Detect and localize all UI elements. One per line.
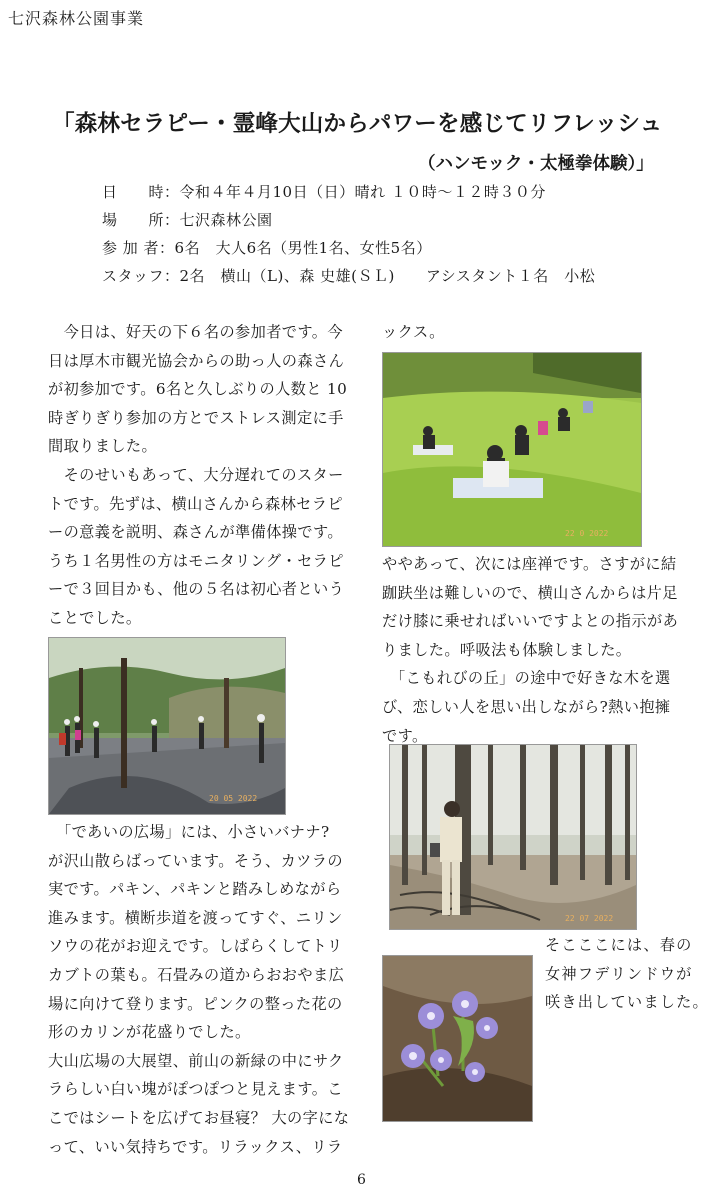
page-title: 「森林セラピー・霊峰大山からパワーを感じてリフレッシュ [52, 111, 663, 137]
photo-forest-tree-hug [389, 744, 637, 930]
meadow-image [383, 353, 641, 546]
text-line: 「こもれびの丘」の途中で好きな木を選 [382, 669, 671, 688]
photo-date-stamp: 20 05 2022 [209, 794, 258, 803]
text-line: です。 [382, 726, 428, 745]
text-line: りました。呼吸法も体験しました。 [382, 640, 632, 659]
text-line: 咲き出していました。 [545, 993, 709, 1012]
text-line: び、恋しい人を思い出しながら?熱い抱擁 [382, 697, 671, 716]
text-line: 形のカリンが花盛りでした。 [48, 1023, 251, 1042]
text-line: ことでした。 [48, 608, 142, 627]
text-line: カブトの葉も。石畳みの道からおおやま広 [48, 965, 345, 984]
text-line: 女神フデリンドウが [545, 964, 693, 983]
text-line: 「であいの広場」には、小さいバナナ? [48, 823, 330, 841]
paragraph-gentian [545, 931, 710, 1017]
text-line: 大山広場の大展望、前山の新緑の中にサク [48, 1051, 344, 1070]
photo-date-stamp: 22 0 2022 [565, 529, 609, 538]
text-line: ややあって、次には座禅です。さすがに結 [382, 555, 677, 573]
text-line: 時ぎりぎり参加の方とでストレス測定に手 [48, 408, 344, 427]
text-line: が初参加です。6名と久しぶりの人数と 10 [48, 380, 348, 399]
text-line: ラらしい白い塊がぽつぽつと見えます。こ [48, 1080, 343, 1099]
photo-meadow-meditation [382, 352, 642, 547]
text-line: トです。先ずは、横山さんから森林セラピ [48, 494, 343, 513]
text-line: うち１名男性の方はモニタリング・セラピ [48, 551, 344, 570]
paragraph-intro [48, 318, 358, 633]
text-line: って、いい気持ちです。リラックス、リラ [48, 1137, 343, 1156]
text-line: そのせいもあって、大分遅れてのスター [48, 465, 344, 484]
text-line: 実です。パキン、パキンと踏みしめながら [48, 880, 342, 899]
photo-date-stamp: 22 07 2022 [565, 914, 614, 923]
text-line: ソウの花がお迎えです。しばらくしてトリ [48, 937, 343, 956]
gentian-image [383, 956, 532, 1121]
page-subtitle: （ハンモック・太極拳体験）」 [418, 154, 654, 174]
text-line: 進みます。横断歩道を渡ってすぐ、ニリン [48, 908, 343, 927]
text-line: だけ膝に乗せればいいですよとの指示があ [382, 612, 679, 631]
info-participants: 参 加 者：6名 大人6名（男性1名、女性5名） [102, 239, 432, 257]
section-header: 七沢森林公園事業 [8, 9, 145, 28]
text-line: こではシートを広げてお昼寝？ 大の字にな [48, 1108, 350, 1127]
text-line: が沢山散らばっています。そう、カツラの [48, 851, 343, 870]
text-line: 日は厚木市観光協会からの助っ人の森さん [48, 351, 345, 370]
info-date: 日 時：令和４年４月10日（日）晴れ １０時～１２時３０分 [102, 183, 546, 201]
info-staff: スタッフ：2名 横山（L)、森 史雄(ＳＬ) アシスタント１名 小松 [102, 267, 596, 285]
text-line: ーの意義を説明、森さんが準備体操です。 [48, 523, 343, 542]
info-place: 場 所：七沢森林公園 [102, 211, 273, 229]
page-number: 6 [357, 1172, 366, 1188]
text-line: ックス。 [382, 323, 445, 341]
photo-gentian-flowers [382, 955, 533, 1122]
plaza-image [49, 638, 285, 814]
paragraph-relax-end [382, 318, 700, 347]
forest-image [390, 745, 636, 929]
event-info [102, 178, 595, 290]
paragraph-zazen [382, 550, 700, 750]
text-line: そこここには、春の [545, 936, 693, 954]
text-line: ーで３回目かも、他の５名は初心者という [48, 580, 345, 599]
paragraph-plaza [48, 818, 358, 1161]
text-line: 間取りました。 [48, 437, 158, 456]
text-line: 跏趺坐は難しいので、横山さんからは片足 [382, 583, 678, 602]
text-line: 場に向けて登ります。ピンクの整った花の [48, 994, 343, 1013]
text-line: 今日は、好天の下６名の参加者です。今 [48, 323, 343, 341]
photo-plaza-exercise [48, 637, 286, 815]
